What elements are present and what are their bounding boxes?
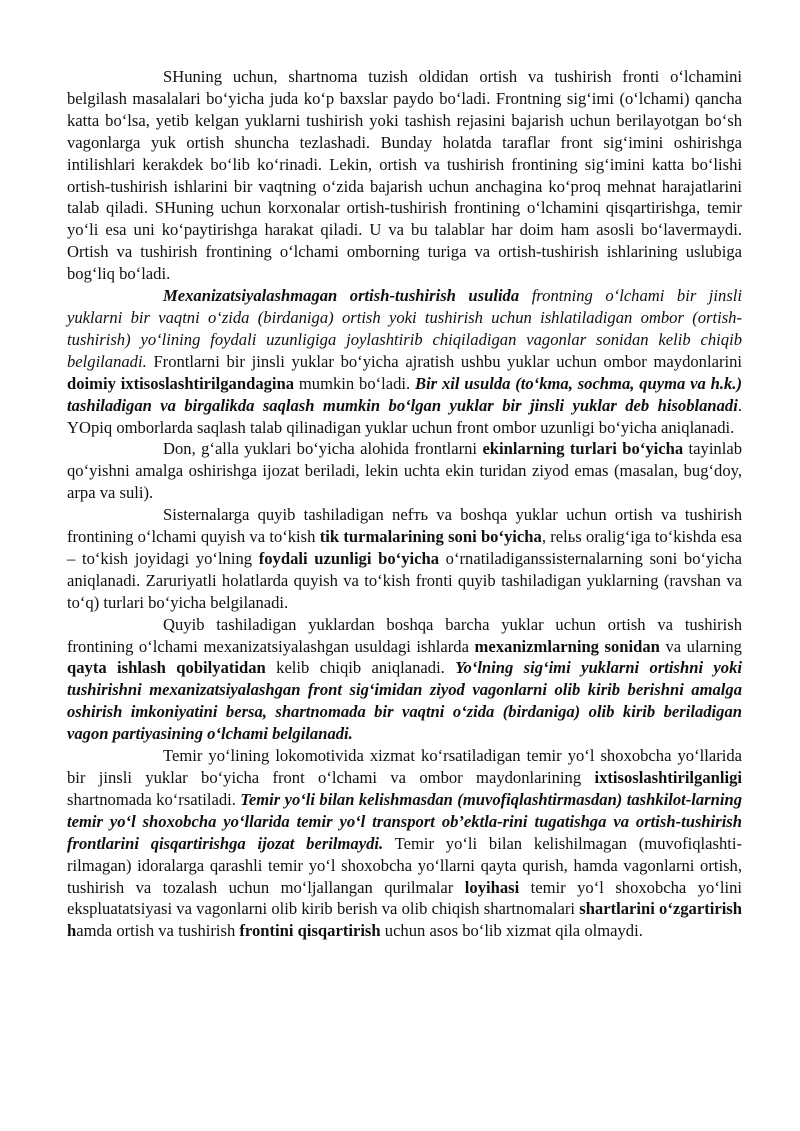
text-run: SHuning uchun, shartnoma tuzish oldidan ortish va tushirish fronti o‘lchamini belgilash masalalari bo‘yicha juda ko‘p baxslar paydo bo‘ladi. Frontning sig‘imi (o‘lchami) qancha katta bo‘lsa, yetib kelgan yuklarni tushirish yoki tashish rejasini bajarish uchun berilayotgan bo‘sh vagonlarga yuk ortish shuncha tezlashadi. Bunday holatda taraflar front sig‘imini oshirishga intilishlari kerakdek bo‘lib ko‘rinadi. Lekin, ortish va tushirish frontining sig‘imini katta bo‘lishi ortish-tushirish ishlarini bir vaqtning o‘zida bajarish uchun anchagina ko‘proq mehnat harajatlarini talab qiladi. SHuning uchun korxonalar ortish-tushirish frontining o‘lchamini qisqartirishga, temir yo‘li esa uni ko‘paytirishga harakat qiladi. U va bu talablar har doim ham asosli bo‘lavermaydi. Ortish va tushirish frontining o‘lchami omborning turiga va ortish-tushirish ishlarining uslubiga bog‘liq bo‘ladi. <box>67 67 742 284</box>
emphasis-run: Yo‘lning sig‘imi yuklarni ortishni yoki tushirishni mexanizatsiyalashgan front sig‘imidan ziyod vagonlarni olib kirib berishni amalga oshirish imkoniyatini bersa, shartnomada bir vaqtni o‘zida (birdaniga) olib kirib beriladigan vagon partiyasining o‘lchami belgilanadi. <box>67 658 742 744</box>
text-run: tayinlab qo‘yishni amalga oshirishga ijozat beriladi, lekin uchta ekin turidan ziyod emas (masalan, bug‘doy, arpa va suli). <box>67 439 743 503</box>
paragraph-don-galla <box>67 438 742 504</box>
bold-run: qayta ishlash qobilyatidan <box>67 658 266 678</box>
text-run: va ularning <box>659 636 742 656</box>
text-run: Sisternalarga quyib tashiladigan nefть va boshqa yuklar uchun ortish va tushirish frontining o‘lchami quyish va to‘kish <box>67 505 742 547</box>
emphasis-run: Temir yo‘li bilan kelishmasdan (muvofiqlashtirmasdan) tashkilot-larning temir yo‘l shoxobcha yo‘llarida temir yo‘l transport ob’ektla-rini tugatishga va ortish-tushirish frontlarini qisqartirishga ijozat berilmaydi. <box>67 789 742 853</box>
paragraph-shartnoma-front <box>67 66 742 285</box>
text-run: kelib chiqib aniqlanadi. <box>265 658 456 678</box>
text-run: Quyib tashiladigan yuklardan boshqa barcha yuklar uchun ortish va tushirish frontining o‘lchami mexanizatsiyalashgan usuldagi ishlarda <box>67 614 742 656</box>
paragraph-mexanizatsiyalashmagan <box>67 285 742 438</box>
bold-run: mexanizmlarning sonidan <box>474 636 660 656</box>
bold-run: ekinlarning turlari bo‘yicha <box>482 439 684 459</box>
text-run: . YOpiq omborlarda saqlash talab qilinadigan yuklar uchun front ombor uzunligi bo‘yicha aniqlanadi. <box>67 395 742 437</box>
bold-run: loyihasi <box>464 877 520 897</box>
text-run: Temir yo‘lining lokomotivida xizmat ko‘rsatiladigan temir yo‘l shoxobcha yo‘llarida bir jinsli yuklar bo‘yicha front o‘lchami va ombor maydonlarining <box>67 746 742 787</box>
bold-run: tik turmalarining soni bo‘yicha <box>319 527 542 547</box>
emphasis-run: Bir xil usulda (to‘kma, sochma, quyma va h.k.) tashiladigan va birgalikda saqlash mumkin bo‘lgan yuklar bir jinsli yuklar deb hisoblanadi <box>67 373 742 415</box>
text-run: Temir yo‘li bilan kelishilmagan (muvofiqlashti-rilmagan) idoralarga qarashli temir yo‘l shoxobcha yo‘llarni qayta qurish, hamda vagonlarni ortish, tushirish va tozalash uchun mo‘ljallangan qurilmalar <box>67 833 743 897</box>
text-run: Don, g‘alla yuklari bo‘yicha alohida frontlarni <box>163 439 483 459</box>
paragraph-temir-yol-lokomotivi <box>67 745 742 942</box>
text-run: temir yo‘l shoxobcha yo‘lini ekspluatatsiyasi va vagonlarni olib kirib berish va olib chiqish shartnomalari <box>67 877 743 919</box>
italic-run: frontning o‘lchami bir jinsli yuklarni bir vaqtni o‘zida (birdaniga) ortish yoki tushirish uchun ishlatiladigan ombor (ortish-tushirish) yo‘lining foydali uzunligiga joylashtirib chiqiladigan vagonlar sonidan kelib chiqib belgilanadi. <box>67 286 743 371</box>
text-run: uchun asos bo‘lib xizmat qila olmaydi. <box>380 921 643 941</box>
bold-run: frontini qisqartirish <box>239 921 381 941</box>
text-run: amda ortish va tushirish <box>76 921 240 941</box>
emphasis-run: Mexanizatsiyalashmagan ortish-tushirish usulida <box>163 286 520 306</box>
text-run: o‘rnatiladiganssisternalarning soni bo‘yicha aniqlanadi. Zaruriyatli holatlarda quyish va to‘kish fronti quyib tashiladigan yuklarning (ravshan va to‘q) turlari bo‘yicha belgilanadi. <box>67 548 742 612</box>
bold-run: foydali uzunligi bo‘yicha <box>258 548 439 568</box>
bold-run: ixtisoslashtirilganligi <box>594 768 742 787</box>
text-run: , relьs oralig‘iga to‘kishda esa – to‘kish joyidagi yo‘lning <box>67 527 743 568</box>
text-run: Frontlarni bir jinsli yuklar bo‘yicha ajratish ushbu yuklar uchun ombor maydonlarini <box>146 351 742 371</box>
text-run: mumkin bo‘ladi. <box>294 373 415 393</box>
bold-run: shartlarini o‘zgartirish h <box>67 899 742 941</box>
paragraph-sisternalar <box>67 504 742 614</box>
text-run: shartnomada ko‘rsatiladi. <box>67 789 241 809</box>
bold-run: doimiy ixtisoslashtirilgandagina <box>67 373 295 393</box>
paragraph-quyib-tashiladigan <box>67 614 742 745</box>
